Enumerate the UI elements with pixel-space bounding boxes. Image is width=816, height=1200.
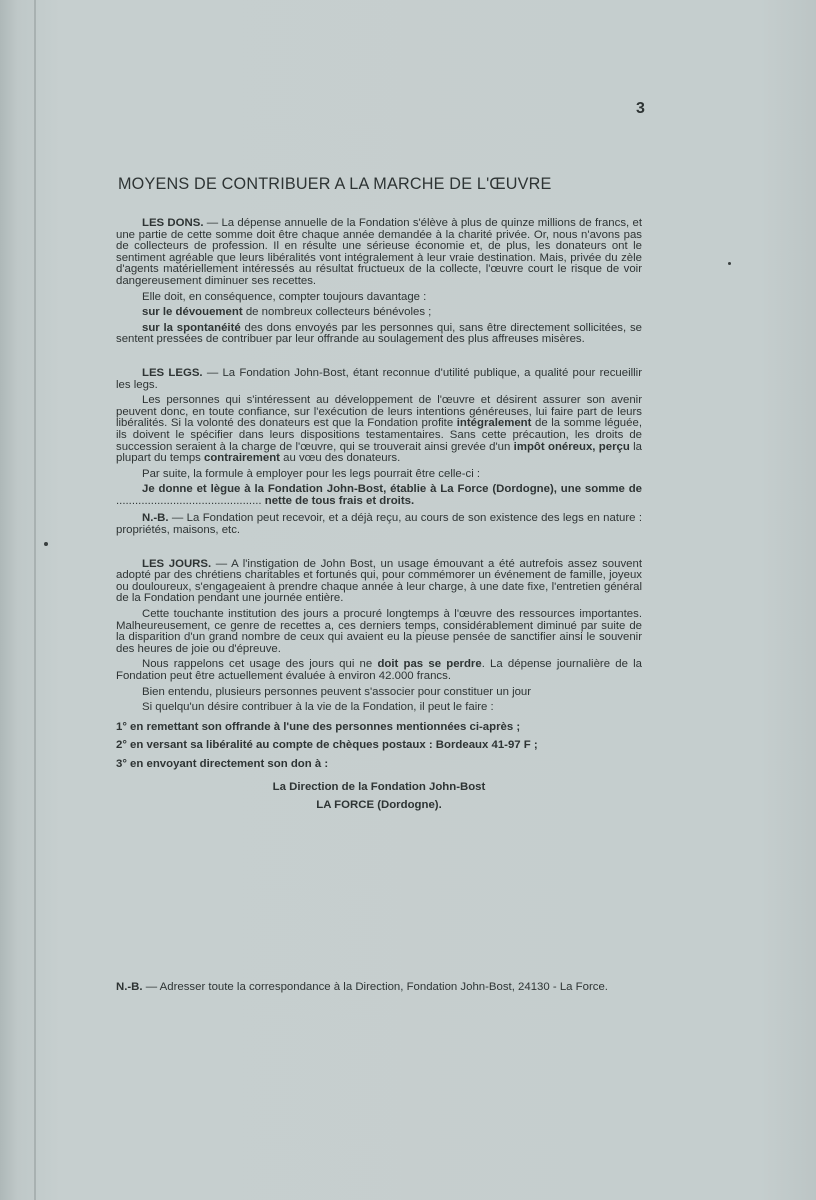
jours-paragraph-4: Bien entendu, plusieurs personnes peuvent s'associer pour constituer un jour: [142, 685, 532, 698]
main-text: [116, 218, 642, 814]
page-title: MOYENS DE CONTRIBUER A LA MARCHE DE L'ŒUVRE: [118, 175, 552, 193]
legs-nb: N.-B. — La Fondation peut recevoir, et a déjà reçu, au cours de son existence des legs en nature : propriétés, maisons, etc.: [116, 512, 642, 537]
legs-paragraph-1: LES LEGS. — La Fondation John-Bost, étant reconnue d'utilité publique, a qualité pour recueillir les legs.: [116, 366, 642, 391]
legs-heading: LES LEGS.: [142, 366, 203, 379]
list-item: 3° en envoyant directement son don à :: [116, 757, 329, 770]
dons-heading: LES DONS.: [142, 217, 204, 229]
page-fold: [34, 0, 36, 1200]
jours-paragraph-1: LES JOURS. — A l'instigation de John Bost, un usage émouvant a été autrefois assez souvent adopté par des chrétiens charitables et fortunés qui, pour commémorer un événement de famille, joyeux ou douloureux, s'engageaient à prendre chaque année à leur charge, à une date fixe, l'entretien général de la Fondation pendant une journée entière.: [116, 557, 642, 605]
ink-speck: [44, 542, 48, 546]
footer-note: N.-B. — Adresser toute la correspondance à la Direction, Fondation John-Bost, 24130 - La Force.: [116, 981, 608, 993]
list-item: 2° en versant sa libéralité au compte de chèques postaux : Bordeaux 41-97 F ;: [116, 739, 538, 752]
jours-paragraph-3: Nous rappelons cet usage des jours qui ne doit pas se perdre. La dépense journalière de la Fondation peut être actuellement évaluée à environ 42.000 francs.: [116, 658, 642, 682]
jours-paragraph-2: Cette touchante institution des jours a procuré longtemps à l'œuvre des ressources importantes. Malheureusement, ce genre de recettes a, ces derniers temps, considérablement diminué par suite de la disparition d'un grand nombre de ceux qui avaient eu la pieuse pensée de sanctifier ainsi le souvenir des heures de joie ou d'épreuve.: [116, 608, 642, 655]
legs-formula: Je donne et lègue à la Fondation John-Bost, établie à La Force (Dordogne), une somme de .............................................. nette de tous frais et droits.: [116, 483, 642, 507]
address-line-2: LA FORCE (Dordogne).: [316, 798, 442, 811]
ink-speck: [728, 262, 731, 265]
legs-paragraph-2: Les personnes qui s'intéressent au développement de l'œuvre et désirent assurer son avenir peuvent donc, en toute confiance, sur l'exécution de leurs intentions généreuses, lui faire part de leurs libéralités. Si la volonté des donateurs est que la Fondation profite intégralement de la somme léguée, ils doivent le spécifier dans leurs dispositions testamentaires. Sans cette précaution, les droits de succession seraient à la charge de l'œuvre, qui se trouverait ainsi grevée d'un impôt onéreux, perçu la plupart du temps contrairement au vœu des donateurs.: [116, 394, 642, 465]
dons-paragraph-3: sur le dévouement de nombreux collecteurs bénévoles ;: [142, 306, 432, 319]
list-item: 1° en remettant son offrande à l'une des personnes mentionnées ci-après ;: [116, 720, 521, 733]
jours-paragraph-5: Si quelqu'un désire contribuer à la vie de la Fondation, il peut le faire :: [142, 701, 494, 714]
dons-paragraph-2: Elle doit, en conséquence, compter toujours davantage :: [142, 290, 427, 303]
address-line-1: La Direction de la Fondation John-Bost: [272, 780, 486, 793]
dons-paragraph-1: LES DONS. — La dépense annuelle de la Fondation s'élève à plus de quinze millions de francs, et une partie de cette somme doit être chaque année demandée à la charité privée. Or, nous n'avons pas de collecteurs de profession. Il en résulte une sérieuse économie et, de plus, les donateurs ont le sentiment agréable que leurs libéralités vont intégralement à leur vraie destination. Mais, privée du zèle d'agents matériellement intéressés au résultat fructueux de la collecte, l'œuvre court le risque de voir dangereusement diminuer ses recettes.: [116, 217, 642, 287]
jours-heading: LES JOURS.: [142, 557, 212, 570]
legs-paragraph-3: Par suite, la formule à employer pour les legs pourrait être celle-ci :: [142, 467, 481, 480]
page-number: 3: [636, 100, 645, 117]
dons-paragraph-4: sur la spontanéité des dons envoyés par les personnes qui, sans être directement sollicitées, se sentent pressées de contribuer par leur offrande au soulagement des plus affreuses misères.: [116, 321, 642, 346]
